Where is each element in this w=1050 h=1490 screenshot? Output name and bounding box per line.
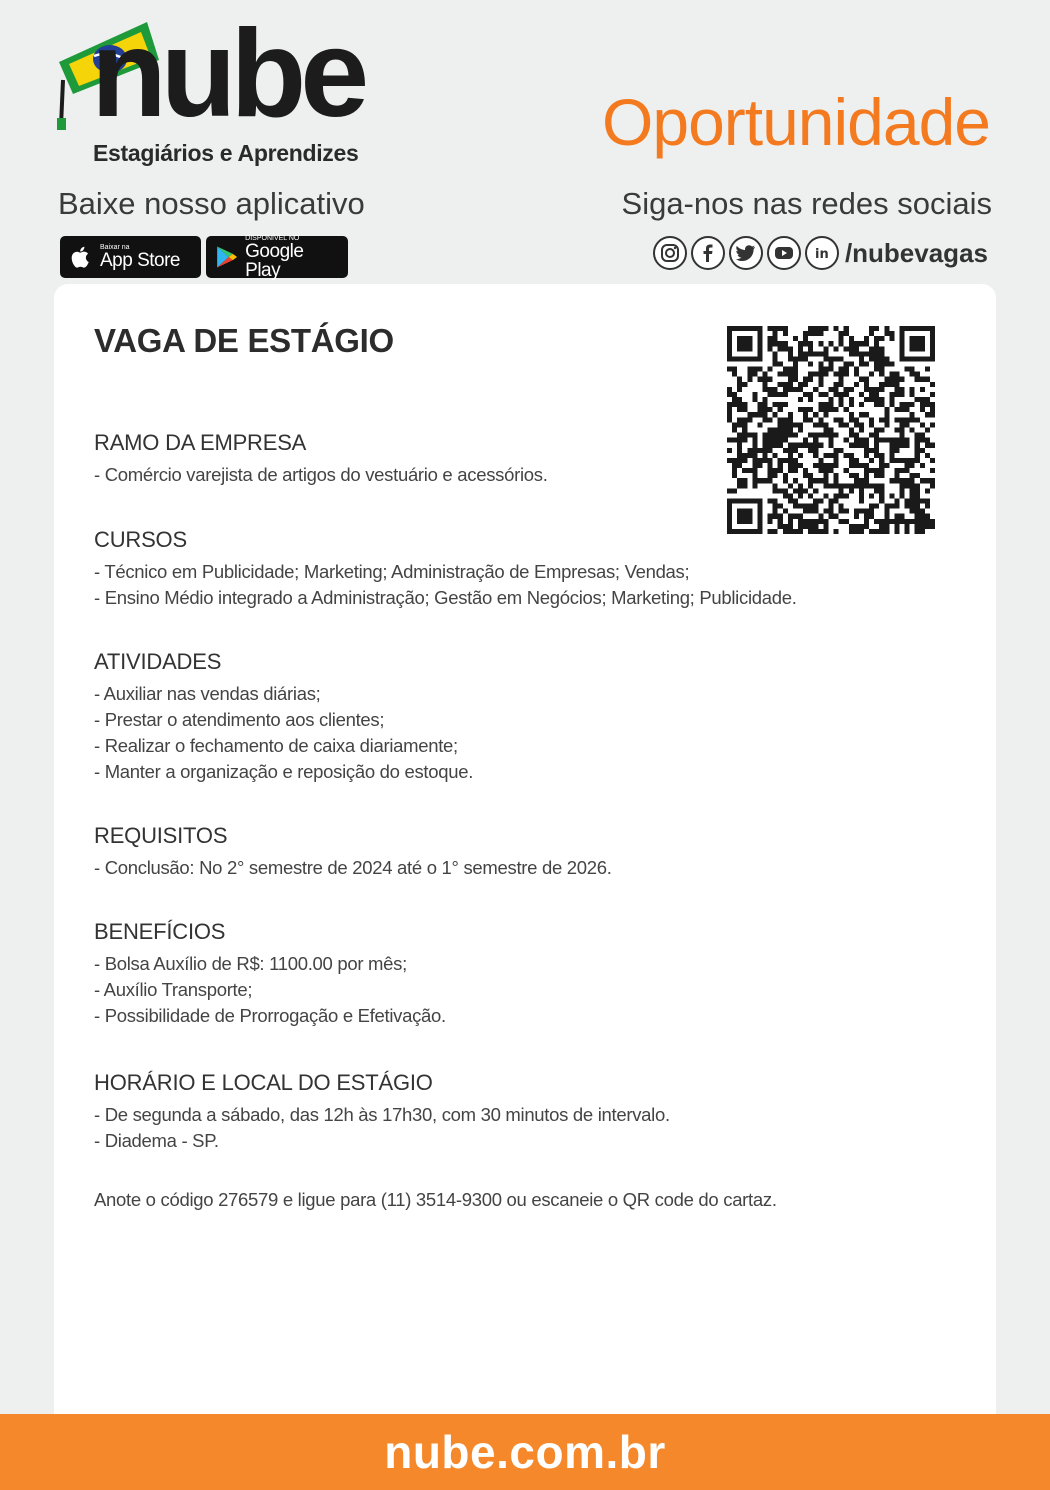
qr-code[interactable] bbox=[727, 326, 935, 534]
google-play-small: DISPONÍVEL NO bbox=[245, 234, 300, 242]
section-line: - Auxiliar nas vendas diárias; bbox=[94, 683, 321, 704]
google-play-big: Google Play bbox=[245, 240, 304, 281]
section-line: - Conclusão: No 2° semestre de 2024 até o 1° semestre de 2026. bbox=[94, 857, 612, 878]
section-line: - Prestar o atendimento aos clientes; bbox=[94, 709, 385, 730]
section-heading: CURSOS bbox=[94, 527, 187, 552]
store-badges bbox=[60, 234, 348, 281]
nube-logo bbox=[55, 5, 395, 172]
section-line: - Possibilidade de Prorrogação e Efetivação. bbox=[94, 1005, 446, 1026]
section-requisitos bbox=[94, 823, 612, 881]
apple-icon bbox=[68, 244, 94, 270]
footer-site[interactable]: nube.com.br bbox=[384, 1426, 666, 1478]
section-cursos bbox=[94, 527, 797, 611]
section-line: - Manter a organização e reposição do estoque. bbox=[94, 761, 474, 782]
section-heading: HORÁRIO E LOCAL DO ESTÁGIO bbox=[94, 1070, 433, 1095]
youtube-icon[interactable] bbox=[767, 236, 801, 270]
logo-subtitle: Estagiários e Aprendizes bbox=[93, 140, 359, 166]
twitter-icon[interactable] bbox=[729, 236, 763, 270]
section-heading: ATIVIDADES bbox=[94, 649, 222, 674]
section-atividades bbox=[94, 649, 473, 785]
google-play-icon bbox=[214, 244, 239, 270]
section-line: - Ensino Médio integrado a Administração; Gestão em Negócios; Marketing; Publicidade. bbox=[94, 587, 797, 608]
social-handle[interactable]: /nubevagas bbox=[844, 237, 988, 268]
section-heading: BENEFÍCIOS bbox=[94, 919, 226, 944]
section-line: - Técnico em Publicidade; Marketing; Administração de Empresas; Vendas; bbox=[94, 561, 690, 582]
footer-bar bbox=[0, 1414, 1050, 1490]
social-label: Siga-nos nas redes sociais bbox=[621, 186, 992, 221]
section-line: - Realizar o fechamento de caixa diariamente; bbox=[94, 735, 458, 756]
app-download-label: Baixe nosso aplicativo bbox=[58, 186, 365, 221]
google-play-badge[interactable] bbox=[206, 234, 348, 281]
section-heading: RAMO DA EMPRESA bbox=[94, 430, 307, 455]
headline: Oportunidade bbox=[602, 85, 990, 159]
app-store-big: App Store bbox=[100, 250, 180, 271]
section-line: - Bolsa Auxílio de R$: 1100.00 por mês; bbox=[94, 953, 407, 974]
logo-wordmark: nube bbox=[91, 5, 364, 143]
linkedin-icon[interactable] bbox=[805, 236, 839, 270]
section-beneficios bbox=[94, 919, 446, 1029]
job-title: VAGA DE ESTÁGIO bbox=[94, 322, 394, 359]
app-store-badge[interactable] bbox=[60, 236, 201, 278]
facebook-icon[interactable] bbox=[691, 236, 725, 270]
app-store-small: Baixar na bbox=[100, 244, 130, 251]
section-horario bbox=[94, 1070, 670, 1154]
instagram-icon[interactable] bbox=[653, 236, 687, 270]
contact-instructions: Anote o código 276579 e ligue para (11) 3514-9300 ou escaneie o QR code do cartaz. bbox=[94, 1189, 777, 1210]
section-heading: REQUISITOS bbox=[94, 823, 228, 848]
section-line: - Diadema - SP. bbox=[94, 1130, 219, 1151]
section-line: - De segunda a sábado, das 12h às 17h30, com 30 minutos de intervalo. bbox=[94, 1104, 670, 1125]
section-line: - Auxílio Transporte; bbox=[94, 979, 253, 1000]
section-ramo bbox=[94, 430, 548, 488]
svg-text:in: in bbox=[814, 247, 829, 262]
social-links bbox=[653, 236, 988, 270]
section-line: - Comércio varejista de artigos do vestuário e acessórios. bbox=[94, 464, 548, 485]
